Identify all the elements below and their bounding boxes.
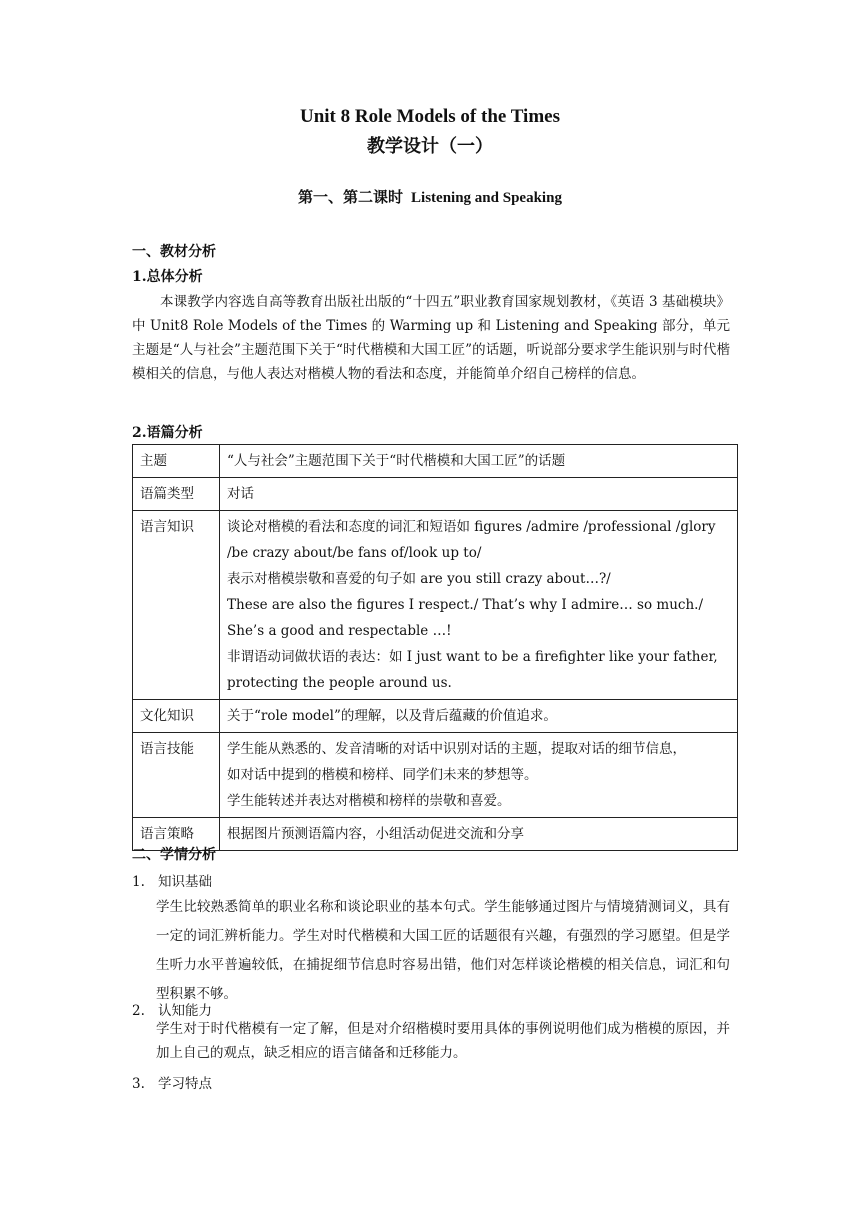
table-row (133, 445, 738, 478)
table-cell-line: 关于“role model”的理解，以及背后蕴藏的价值追求。 (227, 708, 557, 724)
table-row-label: 语篇类型 (133, 478, 220, 511)
knowledge-base-paragraph: 学生比较熟悉简单的职业名称和谈论职业的基本句式。学生能够通过图片与情境猜测词义，具有一定的词汇辨析能力。学生对时代楷模和大国工匠的话题很有兴趣，有强烈的学习愿望。但是学生听力水平普遍较低，在捕捉细节信息时容易出错，他们对怎样谈论楷模的相关信息，词汇和句型积累不够。 (156, 899, 730, 1002)
lesson-topic: Listening and Speaking (411, 190, 562, 206)
table-row-label: 主题 (133, 445, 220, 478)
table-row (133, 478, 738, 511)
table-row (133, 700, 738, 733)
table-row-label: 语言策略 (133, 818, 220, 851)
subheading-discourse: 2.语篇分析 (132, 425, 203, 441)
table-row-label: 语言技能 (133, 733, 220, 818)
table-row-content (220, 478, 738, 511)
learning-traits-title: 学习特点 (158, 1076, 212, 1092)
document-title: Unit 8 Role Models of the Times (299, 106, 560, 127)
table-cell-line: 根据图片预测语篇内容，小组活动促进交流和分享 (227, 826, 524, 842)
table-cell-line: /be crazy about/be fans of/look up to/ (227, 545, 482, 561)
table-cell-line: She’s a good and respectable …! (227, 623, 452, 639)
table-row (133, 733, 738, 818)
table-cell-line: 对话 (227, 486, 254, 502)
table-cell-line: 表示对楷模崇敬和喜爱的句子如 are you still crazy about…?/ (227, 571, 611, 587)
document-subtitle: 教学设计（一） (367, 136, 493, 157)
table-row-content (220, 700, 738, 733)
table-row-content (220, 445, 738, 478)
table-cell-line: 非谓语动词做状语的表达：如 I just want to be a firefighter like your father, (227, 649, 718, 665)
table-row-content (220, 511, 738, 700)
table-row (133, 511, 738, 700)
table-cell-line: protecting the people around us. (227, 675, 452, 691)
table-cell-line: “人与社会”主题范围下关于“时代楷模和大国工匠”的话题 (227, 453, 566, 469)
overall-analysis-paragraph: 本课教学内容选自高等教育出版社出版的“十四五”职业教育国家规划教材，《英语 3 基础模块》中 Unit8 Role Models of the Times 的 Warming up 和 Listening and Speaking 部分，单元主题是“人与社会”主题范围下关于“时代楷模和大国工匠”的话题，听说部分要求学生能识别与时代楷模相关的信息，与他人表达对楷模人物的看法和态度，并能简单介绍自己榜样的信息。 (132, 294, 730, 382)
lesson-heading (0, 186, 860, 207)
table-cell-line: 如对话中提到的楷模和榜样、同学们未来的梦想等。 (227, 767, 538, 783)
table-row-content (220, 818, 738, 851)
table-row-content (220, 733, 738, 818)
cognitive-ability-paragraph: 学生对于时代楷模有一定了解，但是对介绍楷模时要用具体的事例说明他们成为楷模的原因，并加上自己的观点，缺乏相应的语言储备和迁移能力。 (156, 1021, 730, 1061)
subheading-overall: 1.总体分析 (132, 269, 203, 285)
cognitive-ability-title: 认知能力 (158, 1003, 212, 1019)
list-item-heading: 3. 学习特点 (132, 1076, 212, 1092)
table-row (133, 818, 738, 851)
table-row-label: 文化知识 (133, 700, 220, 733)
table-cell-line: 学生能转述并表达对楷模和榜样的崇敬和喜爱。 (227, 793, 511, 809)
list-item-heading: 2. 认知能力 (132, 1003, 212, 1019)
section-heading-learners: 二、学情分析 (132, 847, 216, 863)
table-cell-line: These are also the figures I respect./ That’s why I admire… so much./ (227, 597, 703, 613)
table-cell-line: 学生能从熟悉的、发音清晰的对话中识别对话的主题，提取对话的细节信息， (227, 741, 686, 757)
lesson-period: 第一、第二课时 (298, 188, 404, 206)
table-row-label: 语言知识 (133, 511, 220, 700)
list-item-heading: 1. 知识基础 (132, 874, 212, 890)
knowledge-base-title: 知识基础 (158, 874, 212, 890)
discourse-analysis-table (132, 444, 738, 851)
section-heading-textbook: 一、教材分析 (132, 244, 216, 260)
table-cell-line: 谈论对楷模的看法和态度的词汇和短语如 figures /admire /professional /glory (227, 519, 716, 535)
